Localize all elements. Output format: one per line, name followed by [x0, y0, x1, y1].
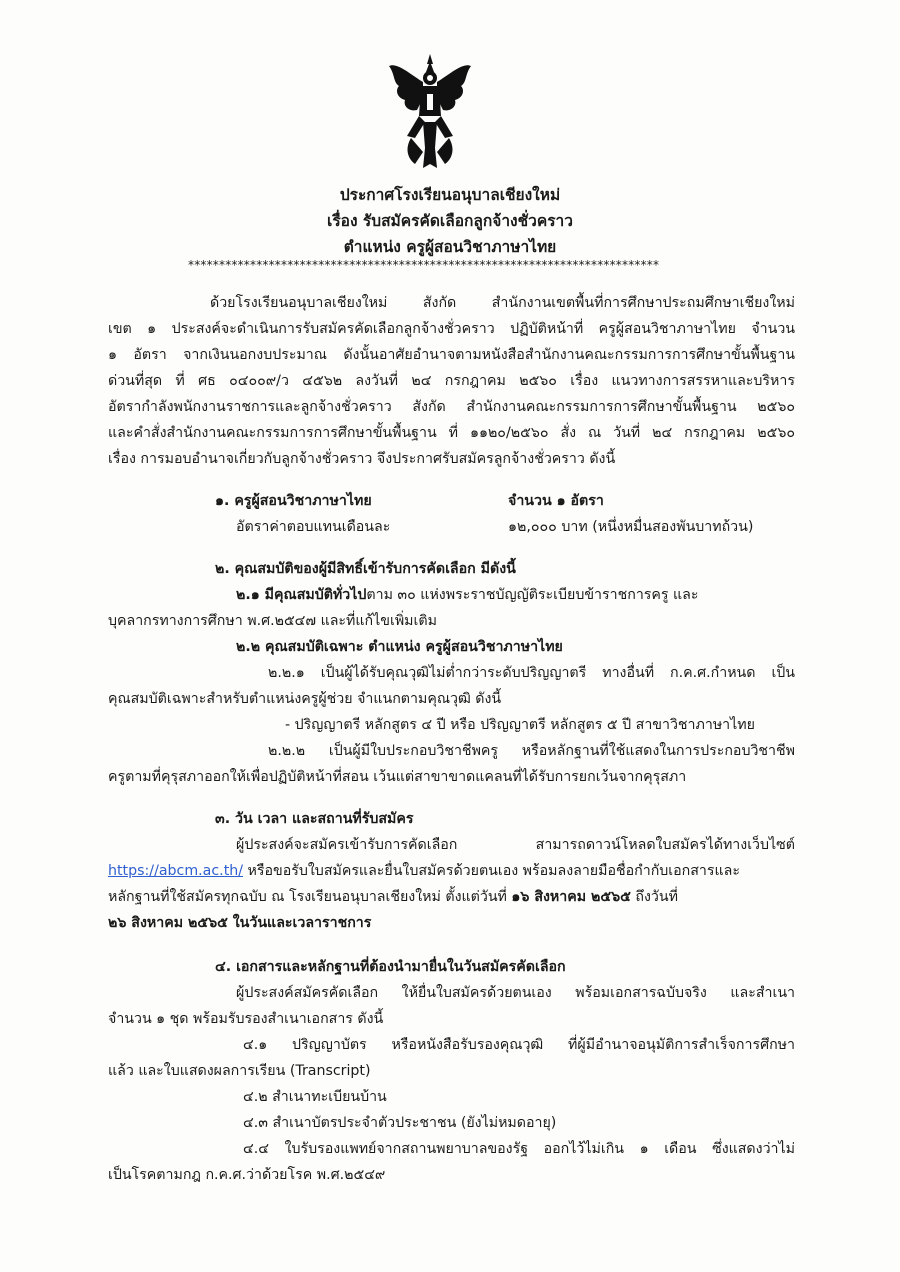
sec3-line2 — [108, 858, 740, 884]
sec2-2-2-line2: ครูตามที่คุรุสภาออกให้เพื่อปฏิบัติหน้าที่สอน เว้นแต่สาขาขาดแคลนที่ได้รับการยกเว้นจากคุรุสภา — [108, 769, 687, 785]
sec2-2-heading: ๒.๒ คุณสมบัติเฉพาะ ตำแหน่ง ครูผู้สอนวิชาภาษาไทย — [236, 639, 563, 655]
intro-line-5: อัตรากำลังพนักงานราชการและลูกจ้างชั่วคราว สังกัด สำนักงานคณะกรรมการการศึกษาขั้นพื้นฐาน ๒๕๖๐ — [108, 399, 795, 415]
intro-line-2: เขต ๑ ประสงค์จะดำเนินการรับสมัครคัดเลือกลูกจ้างชั่วคราว ปฏิบัติหน้าที่ ครูผู้สอนวิชาภาษาไทย จำนวน — [108, 321, 795, 337]
website-link[interactable]: https://abcm.ac.th/ — [108, 863, 244, 879]
sec4-line2: จำนวน ๑ ชุด พร้อมรับรองสำเนาเอกสาร ดังนี้ — [108, 1011, 384, 1027]
sec3-start-date: ๑๖ สิงหาคม ๒๕๖๕ — [511, 889, 631, 905]
sec2-1-line2: บุคลากรทางการศึกษา พ.ศ.๒๕๔๗ และที่แก้ไขเพิ่มเติม — [108, 613, 437, 629]
announcement-title: ประกาศโรงเรียนอนุบาลเชียงใหม่ — [339, 186, 561, 204]
intro-line-4: ด่วนที่สุด ที่ ศธ ๐๔๐๐๙/ว ๔๕๖๒ ลงวันที่ ๒๔ กรกฎาคม ๒๕๖๐ เรื่อง แนวทางการสรรหาและบริหาร — [108, 373, 795, 389]
sec3-heading: ๓. วัน เวลา และสถานที่รับสมัคร — [215, 811, 414, 827]
sec4-item3: ๔.๓ สำเนาบัตรประจำตัวประชาชน (ยังไม่หมดอายุ) — [243, 1115, 557, 1131]
sec1-salary-value: ๑๒,๐๐๐ บาท (หนึ่งหมื่นสองพันบาทถ้วน) — [508, 519, 754, 535]
intro-line-6: และคำสั่งสำนักงานคณะกรรมการการศึกษาขั้นพื้นฐาน ที่ ๑๑๒๐/๒๕๖๐ สั่ง ณ วันที่ ๒๔ กรกฎาคม ๒๕๖๐ — [108, 425, 795, 441]
sec2-2-2-line1: ๒.๒.๒ เป็นผู้มีใบประกอบวิชาชีพครู หรือหลักฐานที่ใช้แสดงในการประกอบวิชาชีพ — [268, 743, 795, 759]
garuda-emblem-icon — [385, 52, 475, 172]
sec4-line1: ผู้ประสงค์สมัครคัดเลือก ให้ยื่นใบสมัครด้วยตนเอง พร้อมเอกสารฉบับจริง และสำเนา — [236, 985, 795, 1001]
sec2-2-1-line1: ๒.๒.๑ เป็นผู้ได้รับคุณวุฒิไม่ต่ำกว่าระดับปริญญาตรี ทางอื่นที่ ก.ค.ศ.กำหนด เป็น — [268, 665, 795, 681]
sec4-item1-line1: ๔.๑ ปริญญาบัตร หรือหนังสือรับรองคุณวุฒิ ที่ผู้มีอำนาจอนุมัติการสำเร็จการศึกษา — [243, 1037, 795, 1053]
sec4-heading: ๔. เอกสารและหลักฐานที่ต้องนำมายื่นในวันสมัครคัดเลือก — [215, 959, 566, 975]
intro-line-3: ๑ อัตรา จากเงินนอกงบประมาณ ดังนั้นอาศัยอำนาจตามหนังสือสำนักงานคณะกรรมการการศึกษาขั้นพื้นฐาน — [108, 347, 795, 363]
sec2-heading: ๒. คุณสมบัติของผู้มีสิทธิ์เข้ารับการคัดเลือก มีดังนี้ — [215, 561, 516, 577]
intro-line-7: เรื่อง การมอบอำนาจเกี่ยวกับลูกจ้างชั่วคราว จึงประกาศรับสมัครลูกจ้างชั่วคราว ดังนี้ — [108, 451, 616, 467]
announcement-subject: เรื่อง รับสมัครคัดเลือกลูกจ้างชั่วคราว — [327, 212, 573, 230]
sec3-line3-post: ถึงวันที่ — [630, 889, 678, 905]
sec2-1-text: ตาม ๓๐ แห่งพระราชบัญญัติระเบียบข้าราชการครู และ — [366, 587, 699, 603]
sec2-2-1-line2: คุณสมบัติเฉพาะสำหรับตำแหน่งครูผู้ช่วย จำแนกตามคุณวุฒิ ดังนี้ — [108, 691, 502, 707]
sec4-item2: ๔.๒ สำเนาทะเบียนบ้าน — [243, 1089, 387, 1105]
sec4-item1-line2: แล้ว และใบแสดงผลการเรียน (Transcript) — [108, 1063, 371, 1079]
sec3-line3-pre: หลักฐานที่ใช้สมัครทุกฉบับ ณ โรงเรียนอนุบาลเชียงใหม่ ตั้งแต่วันที่ — [108, 889, 512, 905]
sec2-1-line1 — [236, 582, 698, 608]
sec2-1-bold: ๒.๑ มีคุณสมบัติทั่วไป — [236, 587, 367, 603]
sec3-line3 — [108, 884, 678, 910]
sec3-end-date: ๒๖ สิงหาคม ๒๕๖๕ ในวันและเวลาราชการ — [108, 915, 372, 931]
sec2-2-1-line3: - ปริญญาตรี หลักสูตร ๔ ปี หรือ ปริญญาตรี หลักสูตร ๕ ปี สาขาวิชาภาษาไทย — [285, 717, 755, 733]
sec1-salary-label: อัตราค่าตอบแทนเดือนละ — [236, 519, 391, 535]
sec1-position: ๑. ครูผู้สอนวิชาภาษาไทย — [215, 493, 372, 509]
sec3-line2-text: หรือขอรับใบสมัครและยื่นใบสมัครด้วยตนเอง พร้อมลงลายมือชื่อกำกับเอกสารและ — [243, 863, 740, 879]
sec3-line1: ผู้ประสงค์จะสมัครเข้ารับการคัดเลือก สามารถดาวน์โหลดใบสมัครได้ทางเว็บไซต์ — [236, 837, 795, 853]
sec4-item4-line1: ๔.๔ ใบรับรองแพทย์จากสถานพยาบาลของรัฐ ออกไว้ไม่เกิน ๑ เดือน ซึ่งแสดงว่าไม่ — [243, 1141, 795, 1157]
intro-line-1: ด้วยโรงเรียนอนุบาลเชียงใหม่ สังกัด สำนักงานเขตพื้นที่การศึกษาประถมศึกษาเชียงใหม่ — [210, 295, 795, 311]
announcement-position: ตำแหน่ง ครูผู้สอนวิชาภาษาไทย — [343, 238, 557, 256]
sec1-count: จำนวน ๑ อัตรา — [508, 493, 604, 509]
sec4-item4-line2: เป็นโรคตามกฎ ก.ค.ศ.ว่าด้วยโรค พ.ศ.๒๕๔๙ — [108, 1167, 386, 1183]
star-divider: **************************************************************************** — [188, 258, 660, 272]
